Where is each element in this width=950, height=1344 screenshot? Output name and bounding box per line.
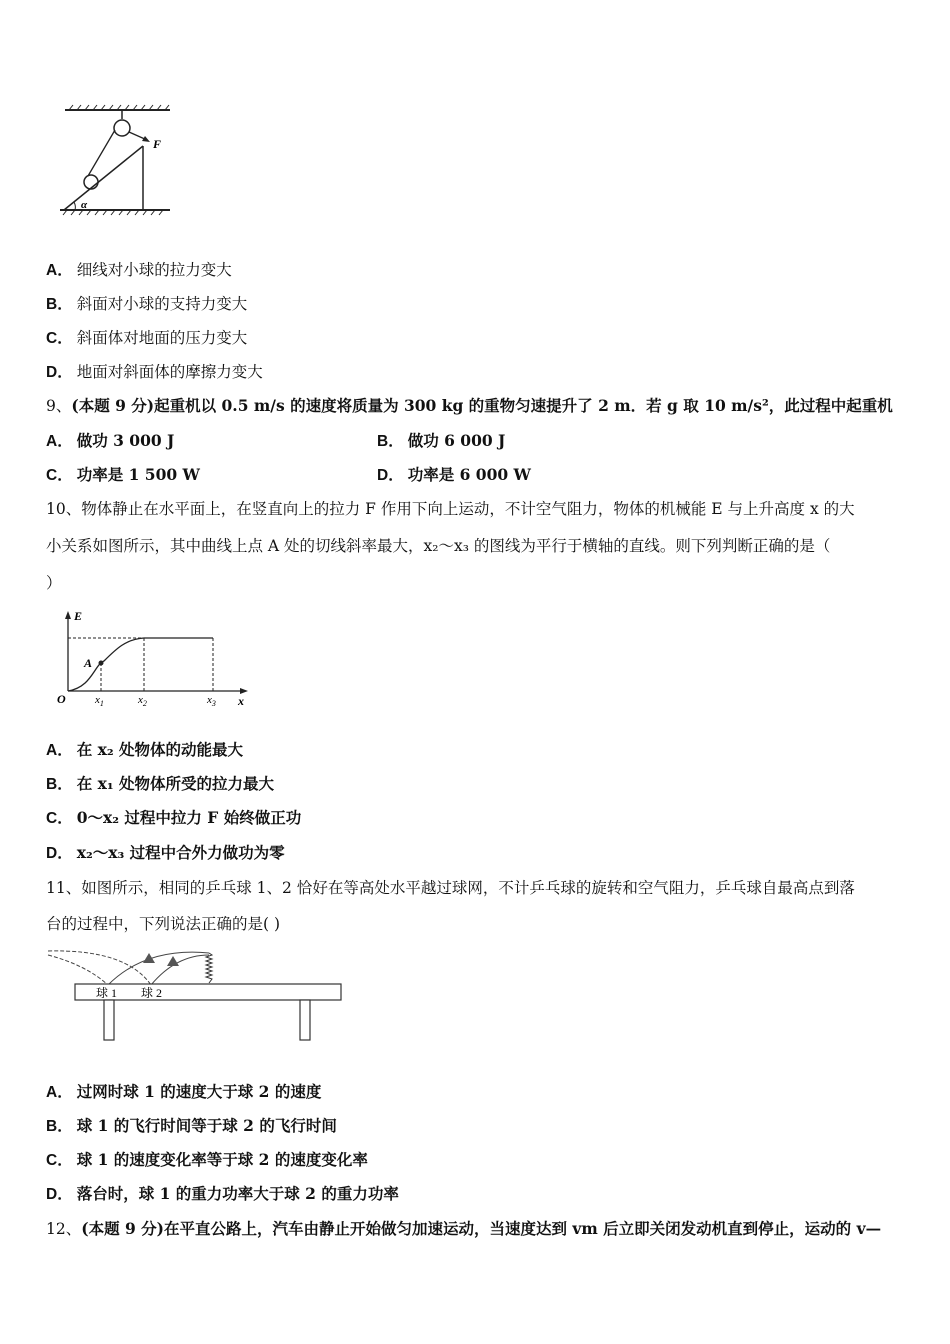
q9-option-c: C． 功率是 1 500 W bbox=[46, 465, 200, 484]
angle-label: α bbox=[81, 199, 88, 211]
q9-option-b: B． 做功 6 000 J bbox=[377, 431, 506, 450]
q12-text: (本题 9 分)在平直公路上，汽车由静止开始做匀加速运动，当速度达到 vm 后立即关闭发动机直到停止，运动的 v— bbox=[81, 1219, 882, 1238]
q8-option-b: B． 斜面对小球的支持力变大 bbox=[46, 295, 248, 313]
point-a-label: A bbox=[84, 656, 93, 670]
q11-option-a: A． 过网时球 1 的速度大于球 2 的速度 bbox=[46, 1082, 322, 1101]
energy-height-graph bbox=[52, 605, 257, 710]
q8-option-d: D． 地面对斜面体的摩擦力变大 bbox=[46, 363, 263, 381]
q10-option-a: A． 在 x₂ 处物体的动能最大 bbox=[46, 740, 244, 759]
q11-option-c: C． 球 1 的速度变化率等于球 2 的速度变化率 bbox=[46, 1150, 368, 1169]
q12-number: 12、 bbox=[46, 1220, 82, 1238]
tick-x1: $x_1$ bbox=[95, 694, 104, 708]
q10-stem-line1: 10、物体静止在水平面上，在竖直向上的拉力 F 作用下向上运动，不计空气阻力，物体的机械能 E 与上升高度 x 的大 bbox=[46, 500, 855, 518]
q9-option-d: D． 功率是 6 000 W bbox=[377, 465, 531, 484]
origin-label: O bbox=[57, 692, 66, 706]
incline-pulley-figure bbox=[55, 104, 185, 220]
tick-x2: $x_2$ bbox=[138, 694, 147, 708]
q9-option-a: A． 做功 3 000 J bbox=[46, 431, 175, 450]
q11-number: 11、 bbox=[46, 879, 82, 897]
q10-option-c: C． 0～x₂ 过程中拉力 F 始终做正功 bbox=[46, 808, 302, 827]
q9-number: 9、 bbox=[46, 397, 72, 415]
q11-stem-line1: 11、如图所示，相同的乒乓球 1、2 恰好在等高处水平越过球网，不计乒乓球的旋转和空气阻力，乒乓球自最高点到落 bbox=[46, 879, 855, 897]
q9-text: (本题 9 分)起重机以 0.5 m/s 的速度将质量为 300 kg 的重物匀速提升了 2 m．若 g 取 10 m/s²，此过程中起重机 bbox=[71, 396, 893, 415]
q10-stem-line3: ） bbox=[46, 574, 62, 592]
ball-1-label: 球 1 bbox=[96, 986, 118, 1000]
q10-option-b: B． 在 x₁ 处物体所受的拉力最大 bbox=[46, 774, 275, 793]
q12-stem bbox=[46, 1218, 881, 1240]
tick-x3: $x_3$ bbox=[207, 694, 216, 708]
q10-number: 10、 bbox=[46, 500, 82, 518]
q11-option-b: B． 球 1 的飞行时间等于球 2 的飞行时间 bbox=[46, 1116, 337, 1135]
q8-option-a: A． 细线对小球的拉力变大 bbox=[46, 261, 232, 279]
ball-2-label: 球 2 bbox=[141, 986, 163, 1000]
force-label: F bbox=[153, 137, 162, 151]
q11-option-d: D． 落台时，球 1 的重力功率大于球 2 的重力功率 bbox=[46, 1184, 399, 1203]
x-axis-label: x bbox=[238, 694, 244, 708]
q10-stem-line2: 小关系如图所示，其中曲线上点 A 处的切线斜率最大，x₂～x₃ 的图线为平行于横轴的直线。则下列判断正确的是（ bbox=[46, 537, 831, 555]
q9-stem bbox=[46, 395, 893, 417]
table-tennis-figure bbox=[46, 945, 346, 1045]
y-axis-label: E bbox=[74, 609, 83, 623]
q8-option-c: C． 斜面体对地面的压力变大 bbox=[46, 329, 248, 347]
q11-stem-line2: 台的过程中，下列说法正确的是( ) bbox=[46, 915, 281, 933]
q10-option-d: D． x₂～x₃ 过程中合外力做功为零 bbox=[46, 843, 285, 862]
